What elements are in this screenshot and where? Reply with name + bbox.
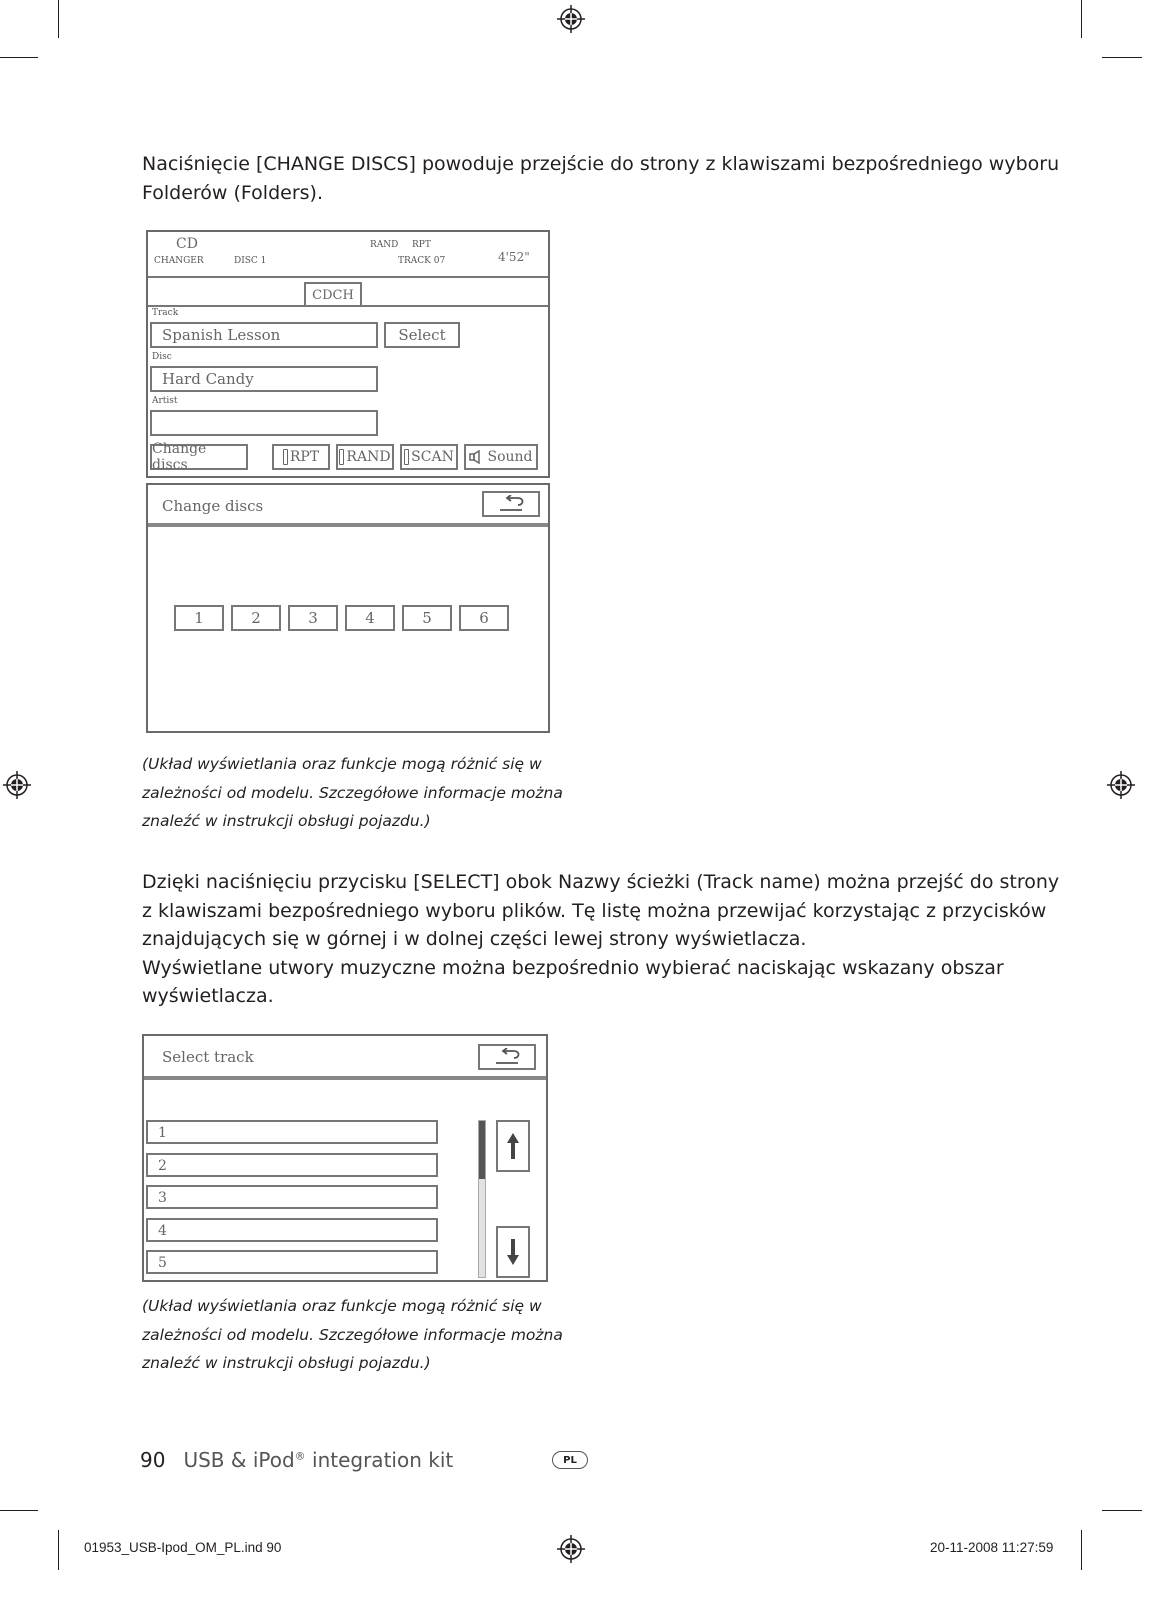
body-paragraph bbox=[142, 868, 1059, 1011]
caption bbox=[142, 750, 563, 836]
crop-mark bbox=[58, 0, 59, 38]
change-discs-label: Change discs bbox=[152, 441, 207, 473]
disc-name-value: Hard Candy bbox=[162, 370, 254, 388]
disc-button[interactable]: 3 bbox=[288, 605, 338, 631]
divider bbox=[144, 1076, 546, 1080]
toggle-indicator-icon bbox=[404, 449, 409, 465]
intro-line: Naciśnięcie [CHANGE DISCS] powoduje przejście do strony z klawiszami bezpośredniego wyboru bbox=[142, 153, 1060, 175]
disc-button[interactable]: 6 bbox=[459, 605, 509, 631]
track-name-field bbox=[150, 322, 378, 348]
scrollbar-thumb[interactable] bbox=[479, 1121, 485, 1179]
disc-indicator: DISC 1 bbox=[234, 256, 267, 266]
track-row[interactable]: 1 bbox=[146, 1120, 438, 1144]
track-row[interactable]: 5 bbox=[146, 1250, 438, 1274]
track-row[interactable]: 3 bbox=[146, 1185, 438, 1209]
caption-line: znaleźć w instrukcji obsługi pojazdu.) bbox=[142, 1354, 431, 1372]
change-discs-screen bbox=[146, 483, 550, 733]
return-icon bbox=[492, 1048, 524, 1066]
artist-field bbox=[150, 410, 378, 436]
caption-line: zależności od modelu. Szczegółowe informacje można bbox=[142, 1325, 563, 1344]
caption-line: (Układ wyświetlania oraz funkcje mogą różnić się w bbox=[142, 755, 542, 773]
rpt-button[interactable] bbox=[272, 444, 330, 470]
disc-button[interactable]: 4 bbox=[345, 605, 395, 631]
crop-mark bbox=[1102, 57, 1142, 58]
elapsed-time: 4'52" bbox=[498, 250, 530, 264]
back-button[interactable] bbox=[478, 1044, 536, 1070]
registration-mark-icon bbox=[1106, 770, 1136, 800]
body-line: wyświetlacza. bbox=[142, 985, 274, 1007]
select-button-label: Select bbox=[398, 326, 446, 344]
crop-mark bbox=[58, 1530, 59, 1570]
artist-label: Artist bbox=[152, 396, 178, 406]
body-line: znajdujących się w górnej i w dolnej części lewej strony wyświetlacza. bbox=[142, 928, 807, 950]
track-name-value: Spanish Lesson bbox=[162, 326, 281, 344]
disc-button[interactable]: 2 bbox=[231, 605, 281, 631]
rpt-button-label: RPT bbox=[289, 449, 320, 465]
select-button[interactable] bbox=[384, 322, 460, 348]
arrow-up-icon bbox=[507, 1133, 519, 1159]
track-row[interactable]: 4 bbox=[146, 1218, 438, 1242]
registration-mark-icon bbox=[556, 1534, 586, 1564]
registered-mark: ® bbox=[294, 1449, 306, 1463]
source-label: CD bbox=[176, 236, 198, 252]
slug-file: 01953_USB-Ipod_OM_PL.ind 90 bbox=[84, 1540, 282, 1555]
rand-indicator: RAND bbox=[370, 240, 399, 250]
registration-mark-icon bbox=[2, 770, 32, 800]
caption bbox=[142, 1292, 563, 1378]
sound-button[interactable] bbox=[464, 444, 538, 470]
select-track-screen bbox=[142, 1034, 548, 1282]
body-line: Dzięki naciśnięciu przycisku [SELECT] obok Nazwy ścieżki (Track name) można przejść do strony bbox=[142, 871, 1060, 893]
speaker-icon bbox=[469, 450, 485, 464]
crop-mark bbox=[0, 57, 38, 58]
caption-line: (Układ wyświetlania oraz funkcje mogą różnić się w bbox=[142, 1297, 542, 1315]
divider bbox=[148, 305, 548, 307]
screen-title: Select track bbox=[162, 1048, 254, 1066]
caption-line: zależności od modelu. Szczegółowe informacje można bbox=[142, 783, 563, 802]
disc-button[interactable]: 1 bbox=[174, 605, 224, 631]
disc-label: Disc bbox=[152, 352, 172, 362]
crop-mark bbox=[0, 1510, 38, 1511]
track-indicator: TRACK 07 bbox=[398, 256, 446, 266]
page-number: 90 bbox=[140, 1448, 166, 1472]
page-footer bbox=[140, 1448, 453, 1472]
back-button[interactable] bbox=[482, 491, 540, 517]
caption-line: znaleźć w instrukcji obsługi pojazdu.) bbox=[142, 812, 431, 830]
rand-button-label: RAND bbox=[346, 449, 391, 465]
crop-mark bbox=[1081, 0, 1082, 38]
track-row[interactable]: 2 bbox=[146, 1153, 438, 1177]
language-badge: PL bbox=[552, 1451, 588, 1469]
crop-mark bbox=[1081, 1530, 1082, 1570]
scrollbar[interactable] bbox=[478, 1120, 486, 1278]
scan-button[interactable] bbox=[400, 444, 458, 470]
arrow-down-icon bbox=[507, 1239, 519, 1265]
rpt-indicator: RPT bbox=[412, 240, 431, 250]
screen-title: Change discs bbox=[162, 497, 264, 515]
toggle-indicator-icon bbox=[339, 449, 344, 465]
footer-title: USB & iPod bbox=[183, 1448, 295, 1472]
slug-date: 20-11-2008 11:27:59 bbox=[930, 1540, 1054, 1555]
tab-cdch[interactable] bbox=[304, 282, 362, 306]
body-line: z klawiszami bezpośredniego wyboru plików. Tę listę można przewijać korzystając z przycisków bbox=[142, 899, 1047, 922]
disc-button[interactable]: 5 bbox=[402, 605, 452, 631]
scroll-up-button[interactable] bbox=[496, 1120, 530, 1172]
toggle-indicator-icon bbox=[283, 449, 288, 465]
cd-changer-screen bbox=[146, 230, 550, 478]
crop-mark bbox=[1102, 1510, 1142, 1511]
intro-paragraph bbox=[142, 150, 1059, 207]
tab-label: CDCH bbox=[312, 287, 354, 303]
footer-title-rest: integration kit bbox=[305, 1448, 454, 1472]
change-discs-button[interactable] bbox=[150, 441, 248, 473]
track-label: Track bbox=[152, 308, 179, 318]
rand-button[interactable] bbox=[336, 444, 394, 470]
divider bbox=[148, 276, 548, 278]
intro-line: Folderów (Folders). bbox=[142, 181, 323, 204]
disc-name-field bbox=[150, 366, 378, 392]
return-icon bbox=[496, 495, 528, 513]
divider bbox=[148, 523, 548, 527]
source-label: CHANGER bbox=[154, 256, 204, 266]
registration-mark-icon bbox=[556, 4, 586, 34]
scroll-down-button[interactable] bbox=[496, 1226, 530, 1278]
sound-button-label: Sound bbox=[487, 449, 533, 465]
scan-button-label: SCAN bbox=[411, 449, 454, 465]
body-line: Wyświetlane utwory muzyczne można bezpośrednio wybierać naciskając wskazany obszar bbox=[142, 956, 1004, 979]
